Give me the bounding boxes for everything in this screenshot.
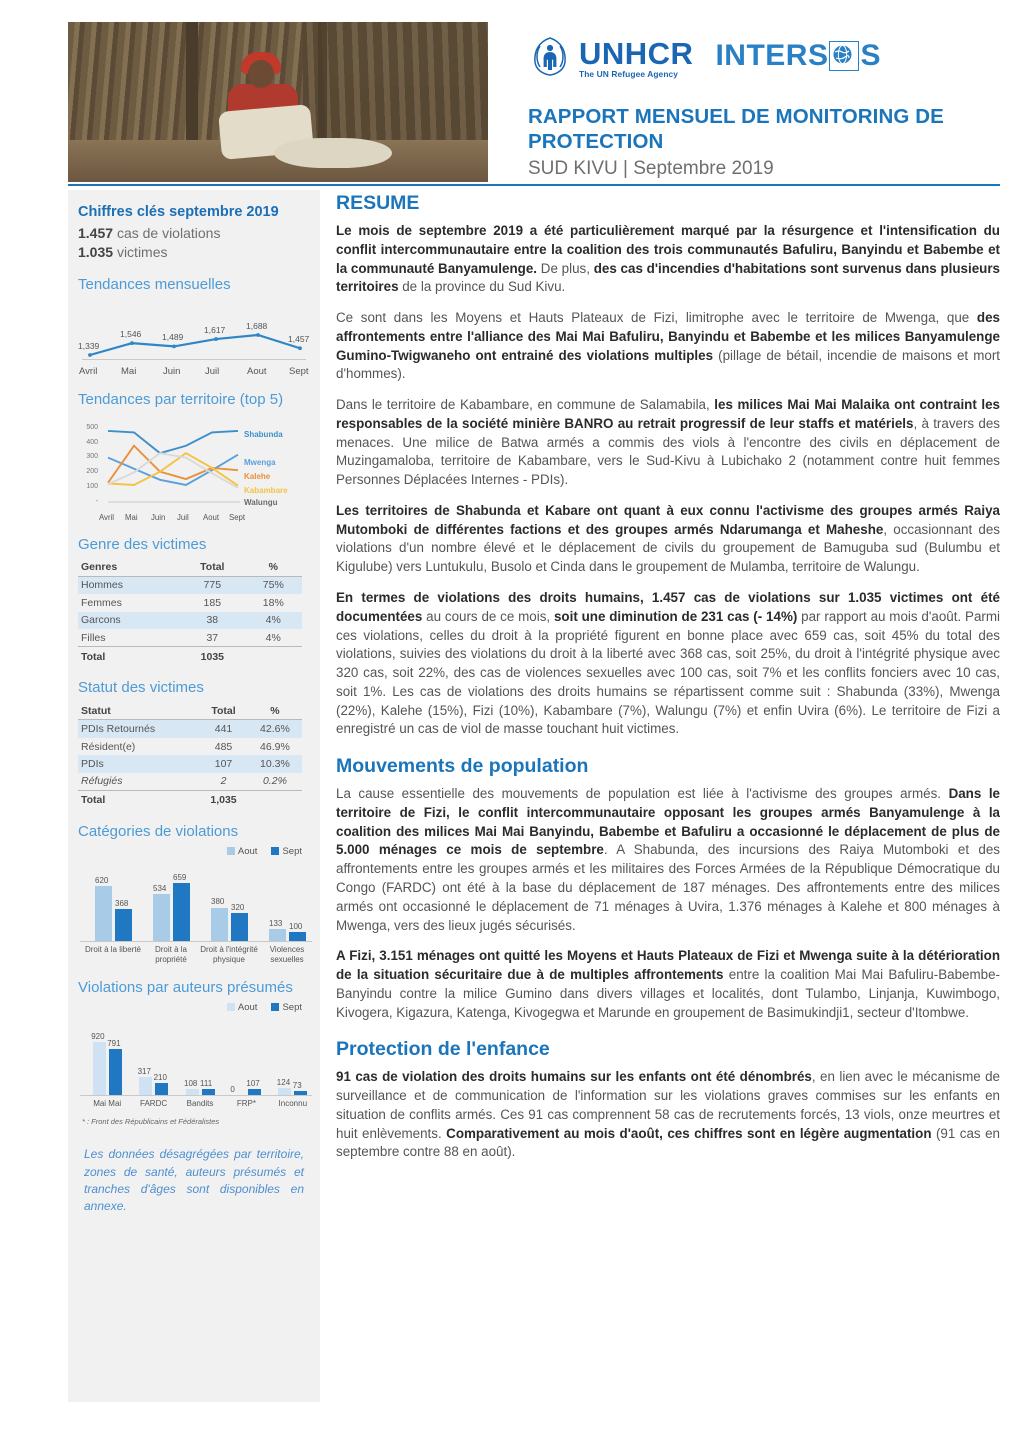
- key-figure-cases: [78, 224, 310, 243]
- monthly-trends-heading: Tendances mensuelles: [78, 275, 231, 293]
- header-divider: [68, 184, 1000, 186]
- report-subtitle: SUD KIVU | Septembre 2019: [528, 158, 774, 179]
- monthly-value-label: 1,457: [288, 334, 310, 345]
- bar-category-label: Violences sexuelles: [269, 945, 305, 964]
- perpetrators-footnote: * : Front des Républicains et Fédéralistes: [82, 1117, 220, 1127]
- monthly-x-label: Aout: [247, 365, 267, 377]
- monthly-trends-chart: [78, 299, 310, 377]
- table-cell: 775: [180, 576, 244, 594]
- emphasis-text: A Fizi, 3.151 ménages ont quitté les Moyens et Hauts Plateaux de Fizi et Mwenga suite à la détérioration de la situation sécuritaire due à de multiples affrontements: [336, 948, 1000, 983]
- bar-value-label: 210: [153, 1072, 167, 1082]
- bar-value-label: 107: [246, 1078, 260, 1088]
- monthly-value-label: 1,489: [162, 332, 184, 343]
- bar-category-label: Bandits: [186, 1099, 214, 1109]
- legend-item-sept: [271, 1002, 302, 1013]
- gender-heading: Genre des victimes: [78, 535, 207, 553]
- territory-series-label-kabambare: Kabambare: [244, 485, 288, 495]
- victims-value: 1.035: [78, 243, 114, 260]
- table-cell: [248, 790, 302, 809]
- bar-value-label: 133: [269, 919, 283, 929]
- resume-heading: RESUME: [336, 192, 420, 214]
- table-total-row: [78, 790, 302, 809]
- table-cell: 37: [206, 631, 219, 644]
- column-header: Total: [199, 702, 248, 720]
- table-cell: 42.6%: [248, 720, 302, 738]
- perpetrators-chart: [78, 1013, 314, 1113]
- table-cell: Femmes: [81, 596, 122, 609]
- territory-x-label: Juin: [151, 512, 166, 522]
- legend-label: Sept: [282, 846, 302, 858]
- bar-value-label: 111: [200, 1078, 213, 1088]
- report-title-block: [528, 104, 1024, 180]
- table-cell: [245, 647, 302, 666]
- territory-y-tick: -: [95, 497, 98, 505]
- body-text: entre la coalition Mai Mai Bafuliru-Babembe-Banyindu contre la milice Gumino dans divers villages et localités, dont Tulambo, Linjanja, Kuwimbogo, Kivogera, Kigazura, Katenga, Kivogegwa et Marunde en groupement de Basimukindji1, secteur d'Itombwe.: [336, 967, 1000, 1020]
- paragraph-p3: [336, 396, 1000, 490]
- bar-sept: [115, 909, 132, 942]
- territory-trends-heading: Tendances par territoire (top 5): [78, 390, 284, 408]
- page-title: RAPPORT MENSUEL DE MONITORING DE PROTECTION: [528, 105, 944, 153]
- table-cell: 18%: [262, 596, 284, 609]
- territory-x-label: Sept: [229, 512, 246, 522]
- territory-x-label: Aout: [203, 512, 220, 522]
- legend-label: Aout: [237, 1002, 258, 1014]
- legend-label: Aout: [237, 846, 258, 858]
- territory-series-label-kalehe: Kalehe: [244, 471, 271, 481]
- bar-value-label: 534: [153, 883, 167, 893]
- bar-aout: [211, 908, 228, 942]
- perpetrators-legend: [78, 1002, 302, 1013]
- table-cell: Filles: [81, 631, 106, 644]
- bar-value-label: 124: [276, 1077, 291, 1087]
- globe-icon: [829, 41, 859, 71]
- bar-aout: [139, 1077, 152, 1095]
- paragraph-p4: [336, 502, 1000, 577]
- main-content: [336, 192, 1000, 1174]
- emphasis-text: des cas d'incendies d'habitations sont survenus dans plusieurs territoires: [336, 260, 1000, 295]
- emphasis-text: Dans le territoire de Fizi, le conflit intercommunautaire opposant les groupes armés Banyamulenge à la coalition des milices Mai Mai Banyindu, Babembe et Bafuliru a occasionné le déplacement de plus de 5.000 ménages ce mois de septembre: [336, 786, 1000, 858]
- gender-table: [78, 559, 302, 666]
- bar-value-label: 0: [230, 1085, 235, 1095]
- table-cell: 10.3%: [248, 755, 302, 772]
- paragraph-p1: [336, 222, 1000, 297]
- perpetrators-heading: Violations par auteurs présumés: [78, 979, 293, 997]
- intersos-logo: [715, 39, 881, 73]
- table-cell: 1,035: [199, 790, 248, 809]
- emphasis-text: 91 cas de violation des droits humains sur les enfants ont été dénombrés: [336, 1069, 812, 1085]
- table-cell: Hommes: [78, 576, 180, 594]
- legend-item-aout: [227, 1002, 258, 1013]
- bar-value-label: 368: [115, 898, 129, 908]
- column-header: %: [248, 702, 302, 720]
- victim-status-table: [78, 702, 302, 809]
- movements-paragraphs: [336, 785, 1000, 1022]
- bar-aout: [93, 1042, 106, 1095]
- cases-value: 1.457: [78, 225, 114, 241]
- territory-y-tick: 200: [86, 468, 98, 476]
- legend-item-sept: [271, 846, 302, 857]
- emphasis-text: les milices Mai Mai Malaika ont contraint les responsables de la société minière BANRO au retrait progressif de leur staffs et matériels: [336, 397, 1001, 431]
- bar-category-label: Mai Mai: [93, 1099, 122, 1109]
- emphasis-text: Les territoires de Shabunda et Kabare ont quant à eux connu l'activisme des groupes armés Raiya Mutomboki de différentes factions et des groupes armés Ndarumanga et Maheshe: [336, 502, 1000, 537]
- column-header: Genres: [78, 559, 180, 577]
- table-cell: 441: [199, 720, 248, 738]
- body-text: (pillage de bétail, incendie de maisons et mort d'hommes).: [336, 347, 1000, 382]
- cases-label: cas de violations: [116, 225, 221, 241]
- bar-aout: [153, 894, 170, 941]
- table-cell: Total: [78, 790, 199, 809]
- body-text: (91 cas en septembre contre 88 en août).: [336, 1125, 1000, 1160]
- territory-y-tick: 300: [86, 453, 98, 461]
- bar-value-label: 100: [289, 922, 303, 932]
- bar-value-label: 791: [107, 1039, 121, 1049]
- table-row: [78, 576, 302, 594]
- table-cell: PDIs Retournés: [78, 720, 199, 738]
- bar-value-label: 317: [137, 1066, 151, 1076]
- table-cell: Garcons: [78, 612, 180, 629]
- bar-sept: [294, 1091, 307, 1095]
- paragraph-p5: [336, 589, 1000, 739]
- chart-axis: [80, 1095, 312, 1096]
- column-header: Statut: [78, 702, 199, 720]
- bar-category-label: Droit à la propriété: [154, 945, 187, 964]
- territory-series-label-shabunda: Shabunda: [244, 429, 283, 439]
- intersos-wordmark-left: INTERS: [715, 39, 829, 72]
- bar-category-label: Inconnu: [278, 1099, 308, 1109]
- table-cell: 4%: [265, 631, 281, 644]
- monthly-value-label: 1,546: [120, 328, 142, 339]
- body-text: . A Shabunda, des incursions des Raiya Mutomboki et des affrontements entre les groupes armés et les militaires des Forces Armées de la République Démocratique du Congo (FARDC) ont été à la base du déplacement de 187 ménages. Des affrontements entre des milices armés ont occasionné le déplacement de 71 ménages à Uvira, 1.376 ménages à Kalehe et 800 ménages à Mwenga, vers des lieux jugés sécurisés.: [336, 842, 1000, 933]
- body-text: , occasionnant des violations d'un nombre élevé et le déplacement de civils du groupement de Bamuguba sud (Bulumbu et Kigulube) vers Luntukulu, Busolo et Cinda dans le groupement de Mulamba, territoire de Walungu.: [336, 521, 1000, 575]
- bar-sept: [231, 913, 248, 941]
- body-text: par rapport au mois d'août. Parmi ces violations, celles du droit à la propriété figurent en bonne place avec 659 cas, soit 45% du total des violations, suivies des violations du droit à la liberté avec 368 cas, soit 25%, du droit à l'intégrité physique avec 320 cas, soit 22%, des cas de violences sexuelles avec 100 cas, soit 7% et les conflits fonciers avec 10 cas, soit 1%. Les cas de violations des droits humains se répartissent comme suit : Shabunda (33%), Mwenga (22%), Kalehe (15%), Fizi (10%), Kabambare (7%), Walungu (7%) et enfin Uvira (6%). Le territoire de Fizi a enregistré un cas de viol de masse touchant huit victimes.: [336, 608, 1000, 737]
- paragraph-c1: [336, 1068, 1000, 1162]
- annex-note: Les données désagrégées par territoire, zones de santé, auteurs présumés et tranches d'âges sont disponibles en annexe.: [84, 1147, 304, 1214]
- chart-axis: [80, 941, 312, 942]
- table-cell: 38: [180, 612, 244, 629]
- bar-aout: [186, 1089, 199, 1095]
- key-figure-victims: [78, 243, 310, 262]
- table-row: [78, 773, 302, 791]
- territory-y-tick: 100: [86, 482, 98, 490]
- territory-y-tick: 500: [86, 423, 98, 431]
- bar-sept: [109, 1049, 122, 1095]
- bar-value-label: 73: [292, 1080, 302, 1090]
- monthly-value-label: 1,617: [204, 324, 226, 335]
- bar-value-label: 380: [211, 897, 225, 907]
- monthly-x-label: Sept: [289, 365, 309, 377]
- unhcr-logo: [528, 34, 693, 78]
- paragraph-p2: [336, 309, 1000, 384]
- body-text: de la province du Sud Kivu.: [398, 279, 566, 295]
- emphasis-text: soit une diminution de 231 cas (- 14%): [553, 608, 798, 624]
- legend-item-aout: [227, 846, 258, 857]
- unhcr-tagline: The UN Refugee Agency: [579, 68, 679, 79]
- body-text: Dans le territoire de Kabambare, en commune de Salamabila,: [336, 397, 715, 413]
- legend-swatch: [227, 847, 235, 855]
- monthly-x-label: Mai: [121, 365, 137, 377]
- key-figures-heading: Chiffres clés septembre 2019: [78, 204, 279, 220]
- page-header: [68, 22, 1000, 182]
- table-cell: Réfugiés: [81, 775, 123, 788]
- table-row: [78, 738, 302, 755]
- table-cell: 1035: [180, 647, 244, 666]
- table-cell: 2: [220, 775, 227, 788]
- territory-series-label-walungu: Walungu: [244, 497, 278, 507]
- table-cell: 0.2%: [262, 775, 287, 788]
- bar-category-label: Droit à l'intégrité physique: [200, 945, 258, 964]
- table-cell: Résident(e): [81, 740, 136, 753]
- bar-category-label: FRP*: [236, 1099, 256, 1109]
- bar-sept: [202, 1089, 215, 1095]
- bar-sept: [248, 1089, 261, 1095]
- movements-heading: Mouvements de population: [336, 755, 589, 778]
- body-text: au cours de ce mois,: [422, 608, 554, 624]
- legend-swatch: [227, 1003, 235, 1011]
- table-cell: PDIs: [78, 755, 199, 772]
- paragraph-m1: [336, 785, 1000, 935]
- territory-series-label-mwenga: Mwenga: [244, 457, 276, 467]
- table-cell: Total: [78, 647, 180, 666]
- unhcr-wordmark: UNHCR: [579, 35, 694, 71]
- emphasis-text: En termes de violations des droits humains, 1.457 cas de violations sur 1.035 victimes ont été documentées: [336, 590, 1000, 624]
- territory-x-label: Juil: [177, 512, 189, 522]
- childhood-heading: Protection de l'enfance: [336, 1038, 550, 1061]
- bar-aout: [95, 886, 112, 941]
- monthly-value-label: 1,339: [78, 340, 100, 351]
- categories-chart: [78, 857, 314, 965]
- body-text: , en lien avec le mécanisme de surveillance et de communication de l'information sur les violations graves commises sur les enfants en situation de conflits armés. Ces 91 cas comprennent 58 cas de recrutements forcés, 13 viols, onze meurtres et huit enlèvements.: [336, 1069, 1000, 1141]
- table-cell: 185: [203, 596, 222, 609]
- monthly-x-label: Juin: [163, 365, 181, 377]
- monthly-value-label: 1,688: [246, 320, 268, 331]
- table-row: [78, 612, 302, 629]
- table-cell: 46.9%: [260, 740, 290, 753]
- sidebar: [68, 190, 320, 1402]
- childhood-paragraphs: [336, 1068, 1000, 1162]
- monthly-x-label: Avril: [79, 365, 98, 377]
- legend-swatch: [271, 1003, 279, 1011]
- body-text: La cause essentielle des mouvements de population est liée à l'activisme des groupes armés.: [336, 786, 949, 802]
- table-row: [78, 720, 302, 738]
- categories-heading: Catégories de violations: [78, 823, 239, 841]
- body-text: , à travers des menaces. Une milice de Batwa armés a commis des viols à l'encontre des civils en déplacement de Muzingamaloba, territoire de Kabambare, vers le Sud-Kivu à Lubichako 2 (notamment contre huit femmes Personnes Déplacées Internes - PDIs).: [336, 415, 1001, 488]
- resume-paragraphs: [336, 222, 1000, 739]
- status-heading: Statut des victimes: [78, 679, 204, 697]
- table-total-row: [78, 647, 302, 666]
- monthly-x-label: Juil: [205, 365, 220, 377]
- bar-value-label: 659: [173, 872, 187, 882]
- table-cell: 75%: [245, 576, 302, 594]
- bar-sept: [155, 1083, 168, 1095]
- body-text: Ce sont dans les Moyens et Hauts Plateaux de Fizi, limitrophe avec le territoire de Mwenga, que: [336, 310, 977, 326]
- legend-swatch: [271, 847, 279, 855]
- unhcr-emblem-icon: [528, 34, 572, 78]
- bar-sept: [173, 883, 190, 941]
- emphasis-text: des affrontements entre l'alliance des Mai Mai Bafuliru, Banyindu et Babembe et les milices Banyamulenge Gumino-Twigwaneho ont entrainé des violations multiples: [336, 310, 1000, 363]
- victims-label: victimes: [116, 243, 168, 260]
- emphasis-text: Comparativement au mois d'août, ces chiffres sont en légère augmentation: [446, 1125, 932, 1141]
- legend-label: Sept: [282, 1002, 302, 1014]
- bar-aout: [278, 1088, 291, 1095]
- table-cell: 485: [214, 740, 233, 753]
- table-cell: 4%: [245, 612, 302, 629]
- column-header: %: [245, 559, 302, 577]
- table-row: [78, 629, 302, 647]
- bar-value-label: 920: [91, 1031, 105, 1041]
- bar-category-label: FARDC: [140, 1099, 168, 1109]
- table-row: [78, 755, 302, 772]
- column-header: Total: [180, 559, 244, 577]
- header-photo: [68, 22, 488, 182]
- categories-legend: [78, 846, 302, 857]
- bar-value-label: 320: [231, 902, 245, 912]
- paragraph-m2: [336, 947, 1000, 1022]
- body-text: De plus,: [537, 260, 594, 276]
- bar-sept: [289, 932, 306, 941]
- territory-x-label: Avril: [99, 512, 115, 522]
- logo-bar: [528, 34, 881, 78]
- bar-value-label: 620: [95, 876, 109, 886]
- territory-x-label: Mai: [125, 512, 138, 522]
- territory-y-tick: 400: [86, 438, 98, 446]
- territory-trends-chart: [78, 414, 314, 522]
- bar-value-label: 108: [184, 1078, 198, 1088]
- bar-aout: [269, 929, 286, 941]
- table-cell: 107: [199, 755, 248, 772]
- bar-category-label: Droit à la liberté: [84, 945, 142, 955]
- emphasis-text: Le mois de septembre 2019 a été particulièrement marqué par la résurgence et l'intensification du conflit intercommunautaire entre la coalition des trois communautés Bafuliru, Banyindu et Babembe et la communauté Banyamulenge.: [336, 223, 1000, 276]
- table-row: [78, 594, 302, 611]
- intersos-wordmark-right: S: [860, 39, 881, 72]
